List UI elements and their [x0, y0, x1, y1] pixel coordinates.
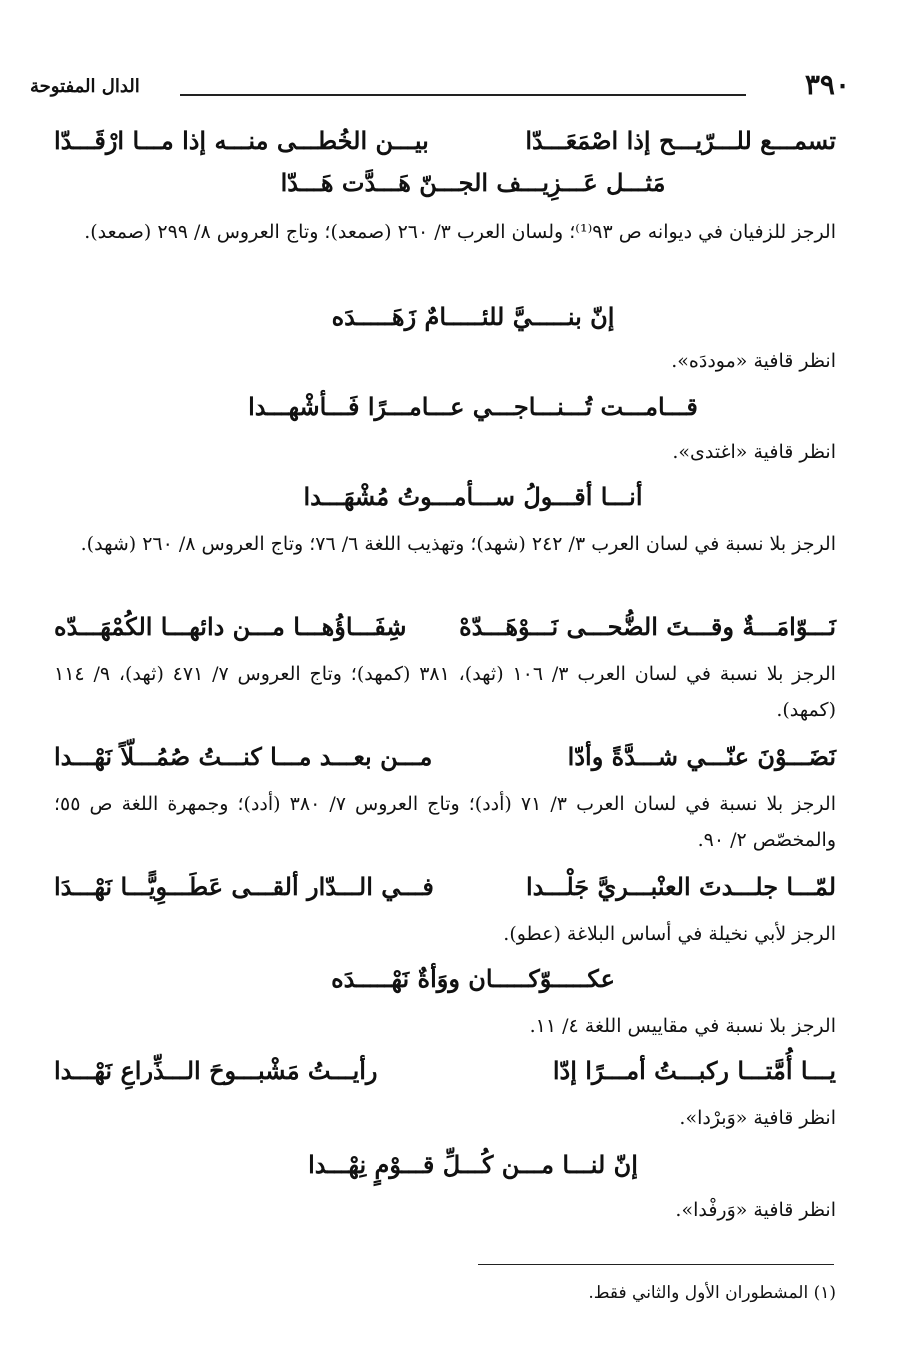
commentary-text: الرجز بلا نسبة في لسان العرب ٣/ ١٠٦ (ثهد)، ٣٨١ (كمهد)؛ وتاج العروس ٧/ ٤٧١ (ثهد)، ٩/ ١١٤ (كمهد). [54, 663, 836, 721]
verse-line: أنـــا أقـــولُ ســـأمـــوتُ مُشْهَـــدا [303, 482, 643, 511]
commentary-text: الرجز بلا نسبة في لسان العرب ٣/ ٧١ (أدد)؛ وتاج العروس ٧/ ٣٨٠ (أدد)؛ وجمهرة اللغة ص ٥٥؛ والمخصّص ٢/ ٩٠. [54, 793, 836, 851]
commentary-text: انظر قافية «موددَه». [671, 350, 836, 372]
verse-hemistich-right: لمّـــا جلـــدتَ العنْبـــريَّ جَلْـــدا [525, 872, 836, 901]
commentary-text: انظر قافية «اغتدى». [672, 441, 836, 463]
commentary [54, 786, 836, 858]
verse-hemistich-right: نَـــوّامَـــةٌ وقـــتَ الضُّحـــى نَـــوْهَـــدّهْ [459, 612, 836, 641]
verse-hemistich-left: شِفَـــاؤُهـــا مـــن دائهـــا الكُمْهَـــدّه [54, 612, 407, 641]
commentary-text: انظر قافية «وَرفْدا». [675, 1199, 836, 1221]
commentary [54, 1008, 836, 1044]
footnote-rule [478, 1264, 834, 1265]
page-header [30, 68, 850, 106]
commentary [54, 434, 836, 470]
verse-hemistich-left: فـــي الـــدّار ألقـــى عَطَـــوِيًّـــا نَهْـــدَا [54, 872, 434, 901]
commentary [54, 214, 836, 250]
verse-line: مَثـــل عَـــزِيـــف الجـــنّ هَـــدَّت هَـــدّا [280, 168, 666, 197]
commentary [54, 916, 836, 952]
commentary-text: الرجز بلا نسبة في مقاييس اللغة ٤/ ١١. [529, 1015, 836, 1037]
verse-hemistich-left: مـــن بعـــد مـــا كنـــتُ صُمُـــلّاً نَهْـــدا [54, 742, 433, 771]
verse-hemistich-left: بيـــن الخُطـــى منـــه إذا مـــا ارْقَـــدّا [54, 126, 429, 155]
commentary-text: الرجز بلا نسبة في لسان العرب ٣/ ٢٤٢ (شهد)؛ وتهذيب اللغة ٦/ ٧٦؛ وتاج العروس ٨/ ٢٦٠ (شهد). [80, 533, 836, 555]
commentary-text: الرجز لأبي نخيلة في أساس البلاغة (عطو). [503, 923, 836, 945]
commentary [54, 1192, 836, 1228]
verse-hemistich-right: يـــا أُمَّتـــا ركبـــتُ أمـــرًا إدّا [552, 1056, 836, 1085]
commentary-text: انظر قافية «وَبرْدا». [679, 1107, 836, 1129]
commentary [54, 343, 836, 379]
verse-line: عكـــــوّكـــــان ووَأةٌ نَهْـــــدَه [331, 964, 615, 993]
verse-hemistich-right: نَضَـــوْنَ عنّـــي شـــدَّةً وأدّا [567, 742, 836, 771]
commentary [54, 1100, 836, 1136]
running-title: الدال المفتوحة [30, 76, 140, 97]
header-rule [180, 94, 746, 96]
commentary [54, 526, 836, 562]
verse-line: قـــامـــت تُـــنـــاجـــي عـــامـــرًا فَـــأشْهـــدا [248, 392, 698, 421]
verse-line: إنّ لنـــا مـــن كُـــلِّ قـــوْمٍ نِهْـــدا [308, 1150, 638, 1179]
verse-hemistich-right: تسمـــع للـــرّيـــح إذا اصْمَعَـــدّا [525, 126, 836, 155]
page-number: ٣٩٠ [804, 68, 850, 101]
verse-line: إنّ بنـــــيَّ للئـــــامٌ زَهَـــــدَه [331, 302, 615, 331]
verse-hemistich-left: رأيـــتُ مَشْبـــوحَ الـــذِّراعِ نَهْـــدا [54, 1056, 378, 1085]
commentary-text: الرجز للزفيان في ديوانه ص ٩٣⁽¹⁾؛ ولسان العرب ٣/ ٢٦٠ (صمعد)؛ وتاج العروس ٨/ ٢٩٩ (صمعد). [84, 221, 836, 243]
footnote: (١) المشطوران الأول والثاني فقط. [588, 1283, 836, 1303]
commentary [54, 656, 836, 728]
